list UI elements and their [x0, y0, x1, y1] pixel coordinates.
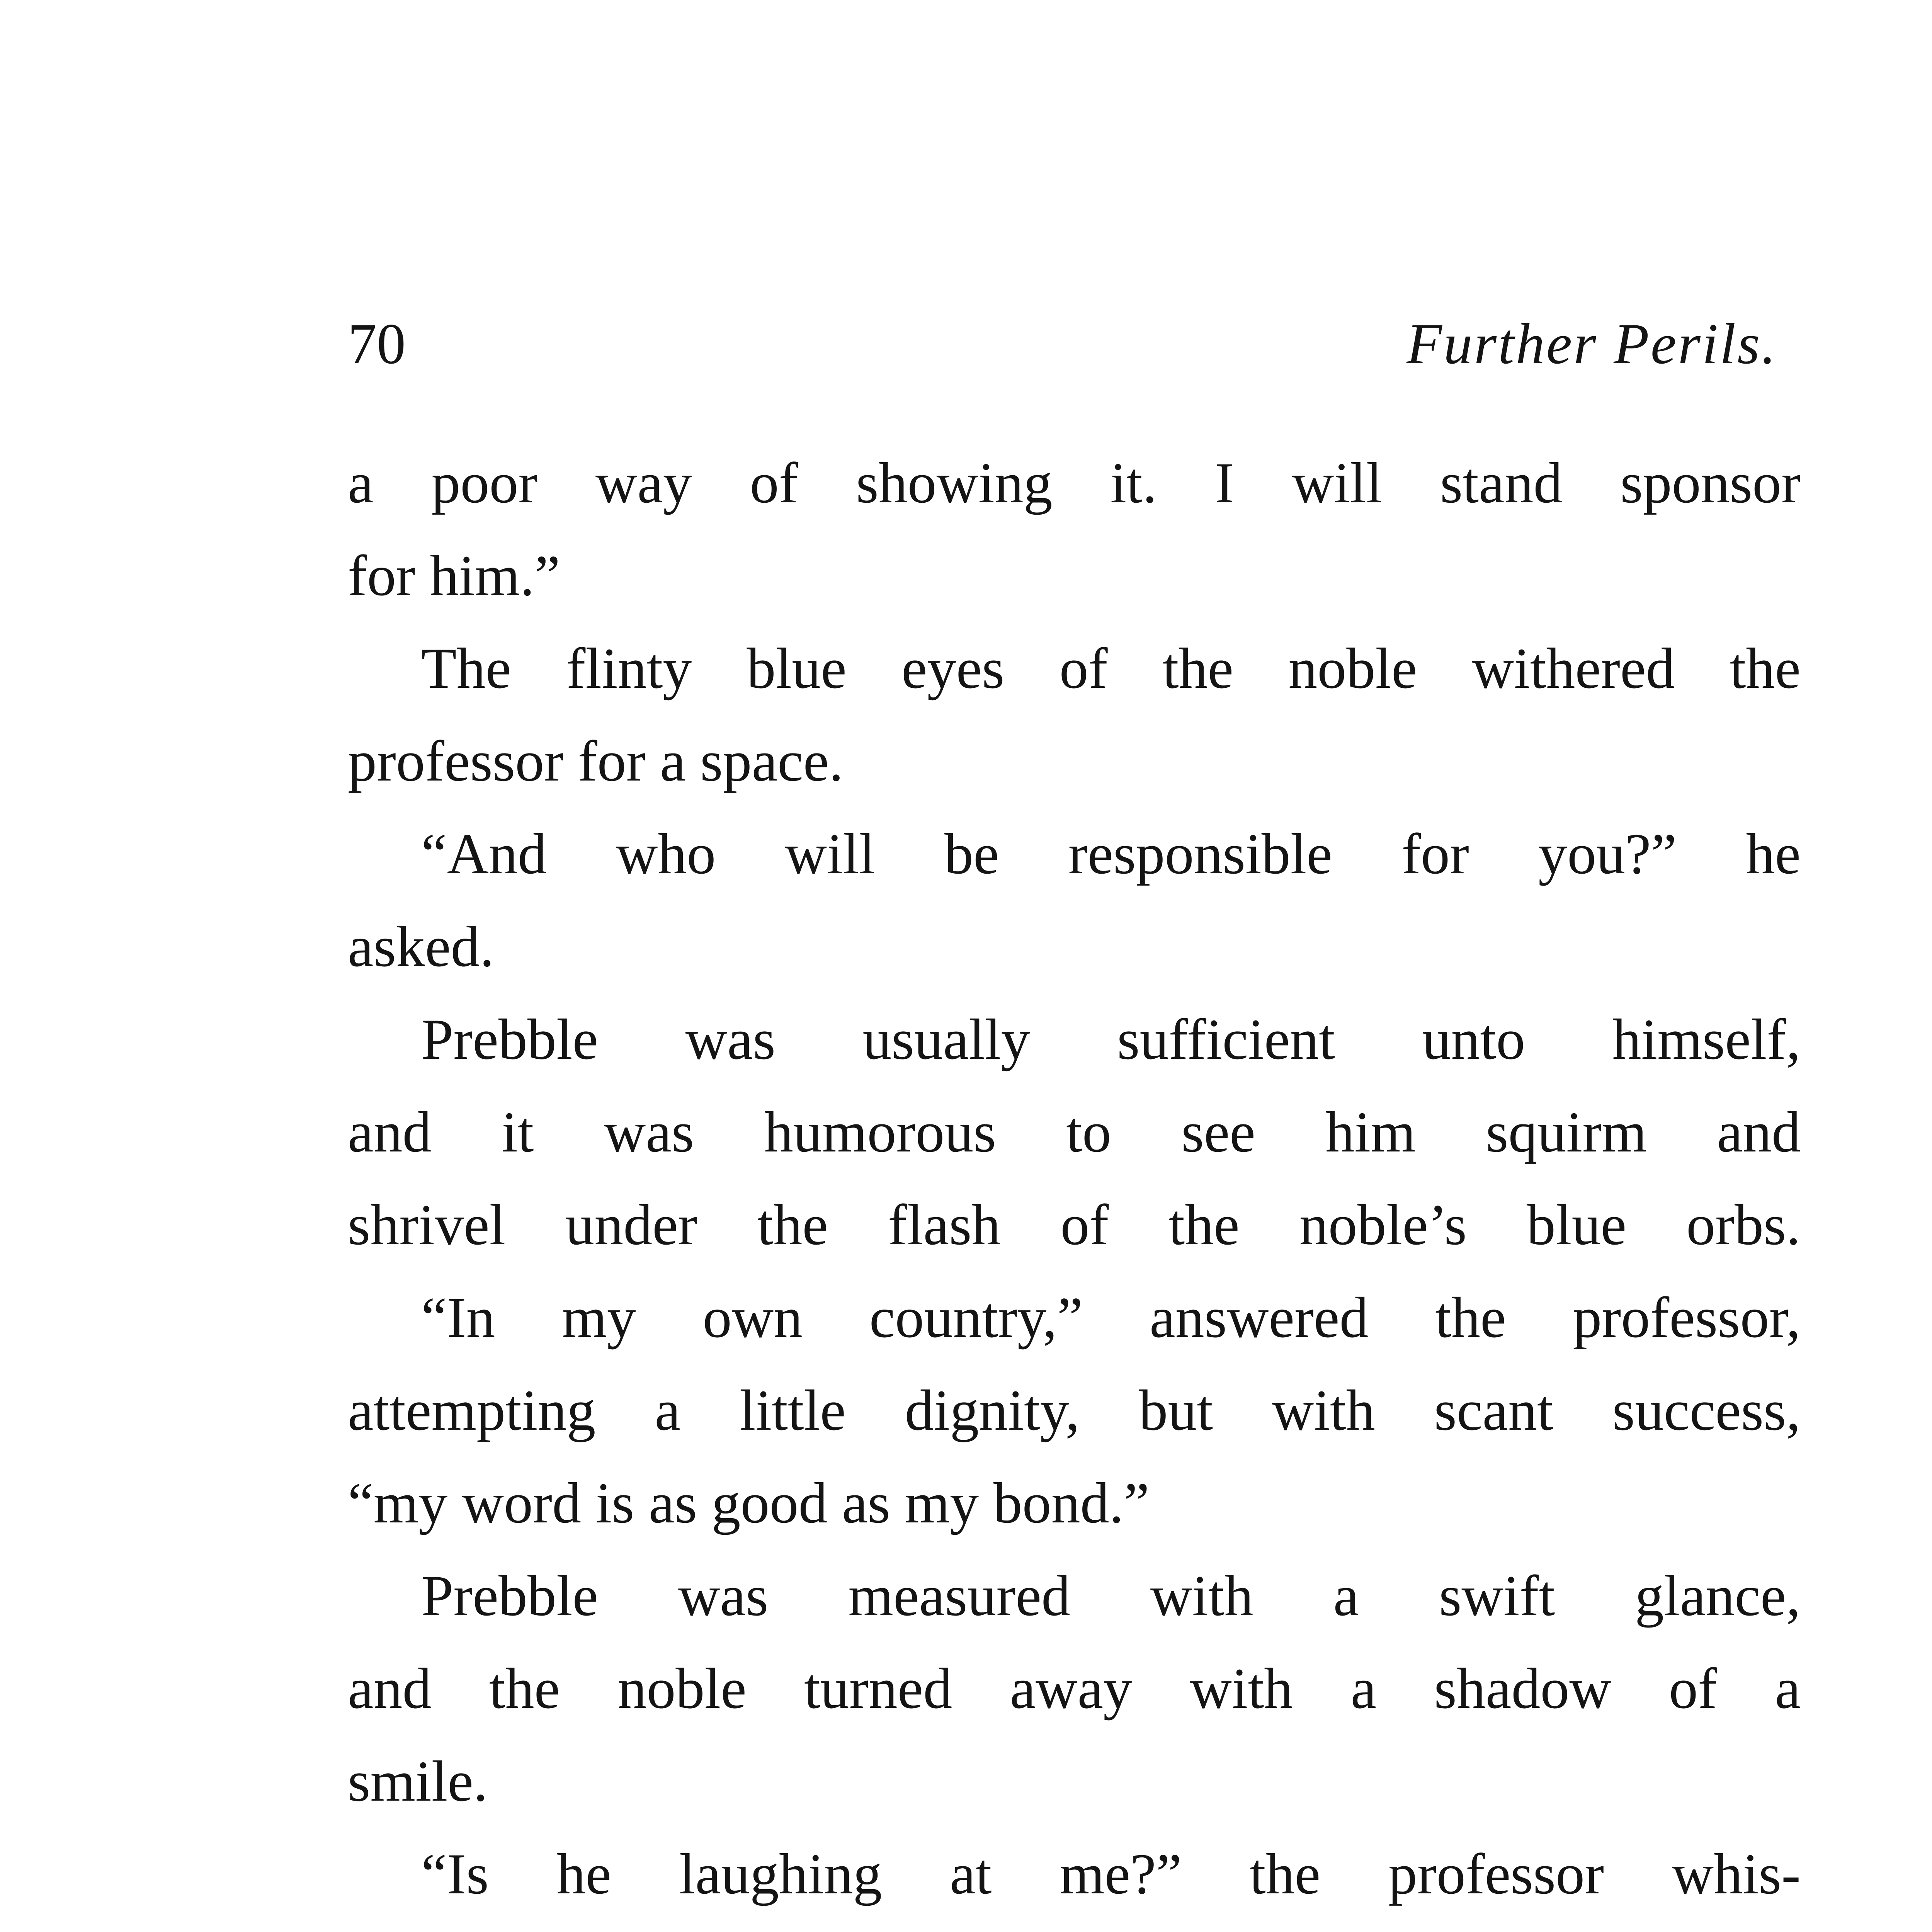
- text-line: smile.: [348, 1749, 488, 1813]
- text-line: and it was humorous to see him squirm and: [348, 1100, 1801, 1164]
- text-line: [348, 1920, 1801, 1932]
- text-line: “my word is as good as my bond.”: [348, 1471, 1150, 1535]
- text-line: for him.”: [348, 544, 560, 608]
- text-line: and the noble turned away with a shadow of a: [348, 1656, 1801, 1721]
- text-line: “And who will be responsible for you?” he: [421, 822, 1801, 886]
- text-line: a poor way of showing it. I will stand sponsor: [348, 451, 1801, 515]
- text-line: Prebble was usually sufficient unto himself,: [421, 1007, 1801, 1071]
- text-line: Prebble was measured with a swift glance,: [421, 1564, 1801, 1628]
- page-number: 70: [348, 312, 406, 376]
- text-line: The flinty blue eyes of the noble withered the: [421, 636, 1801, 701]
- text-line: “Is he laughing at me?” the professor whis-: [421, 1842, 1801, 1906]
- text-line: shrivel under the flash of the noble’s blue orbs.: [348, 1193, 1801, 1257]
- chapter-title: Further Perils.: [1406, 312, 1777, 376]
- text-line: “In my own country,” answered the professor,: [421, 1286, 1801, 1350]
- text-line: asked.: [348, 915, 495, 979]
- body-text: [348, 437, 1801, 1932]
- text-line: attempting a little dignity, but with scant success,: [348, 1378, 1801, 1442]
- running-head: [348, 305, 1777, 383]
- text-line: professor for a space.: [348, 729, 844, 793]
